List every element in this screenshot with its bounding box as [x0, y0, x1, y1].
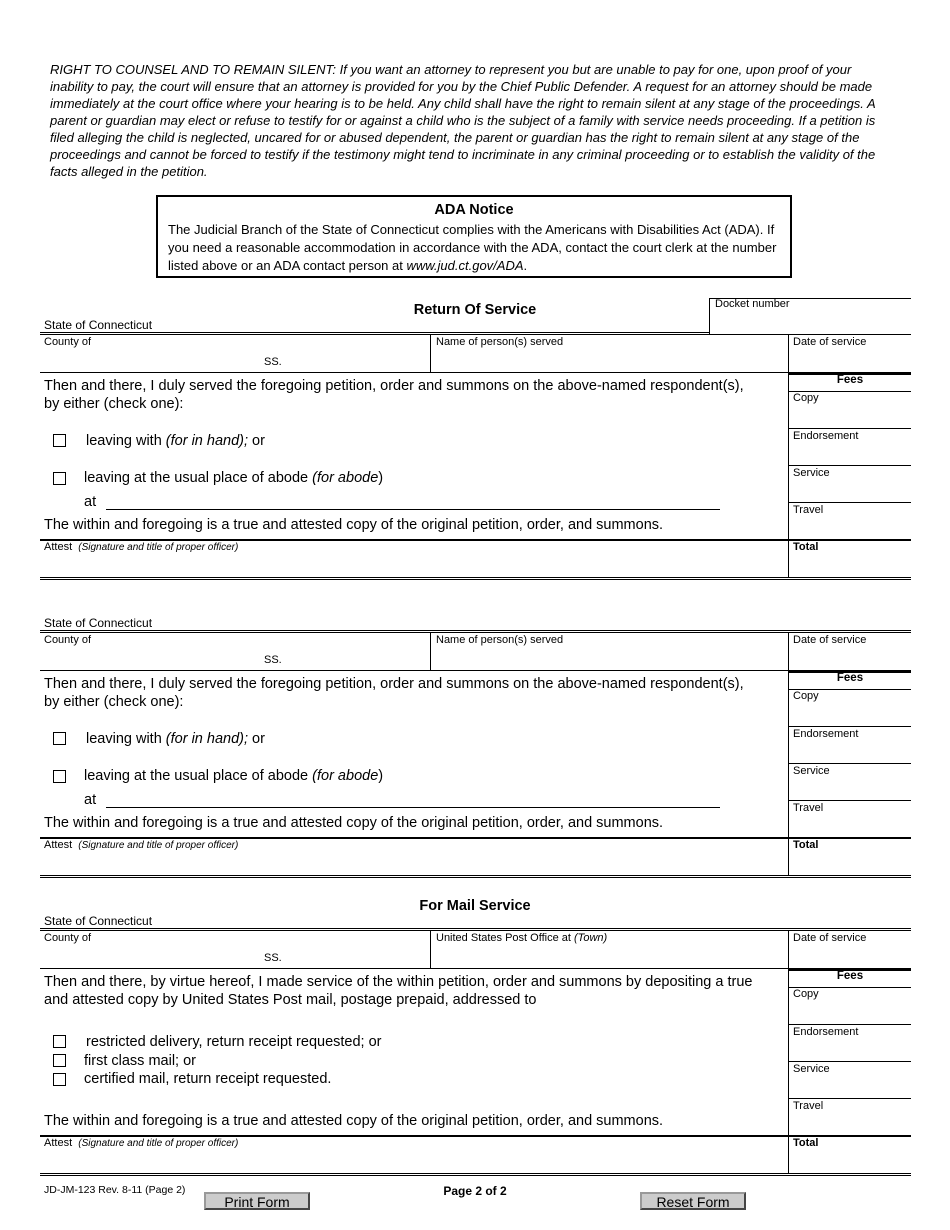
- name-served-label-2: Name of person(s) served: [436, 634, 564, 646]
- name-served-label: Name of person(s) served: [436, 336, 564, 348]
- service-intro-text-2: Then and there, I duly served the foregoing petition, order and summons on the above-named respondent(s), by either (check one):: [44, 676, 744, 710]
- abode-checkbox-2[interactable]: [53, 770, 66, 783]
- date-of-service-label-3: Date of service: [793, 932, 867, 944]
- ada-notice-url: www.jud.ct.gov/ADA: [406, 258, 524, 273]
- ada-notice-title: ADA Notice: [434, 202, 514, 218]
- right-to-counsel-heading: RIGHT TO COUNSEL AND TO REMAIN SILENT:: [50, 62, 337, 77]
- abode-option-2: leaving at the usual place of abode (for abode): [84, 768, 384, 784]
- attested-copy-text: The within and foregoing is a true and attested copy of the original petition, order, and summons.: [44, 517, 664, 533]
- total-field-3[interactable]: [792, 1152, 908, 1172]
- restricted-delivery-option: restricted delivery, return receipt requested; or: [86, 1034, 382, 1050]
- county-field[interactable]: [44, 350, 254, 370]
- right-to-counsel-text: If you want an attorney to represent you but are unable to pay for one, upon proof of your inability to pay, the court will ensure that an attorney is provided for you by the Chief Public Defender. A request for an attorney should be made immediately at the court office where your hearing is to be held. Any child shall have the right to remain silent at any stage of the proceedings. A parent or guardian may elect or refuse to testify for or against a child who is the subject of a family with service needs proceeding. If a petition is filed alleging the child is neglected, uncared for or abused dependent, the parent or guardian has the right to remain silent at any stage of the proceedings and cannot be forced to testify if the testimony might tend to incriminate in any criminal proceeding or to establish the validity of the facts alleged in the petition.: [50, 62, 876, 179]
- fee-copy-label-3: Copy: [793, 988, 819, 1000]
- abode-checkbox[interactable]: [53, 472, 66, 485]
- first-class-checkbox[interactable]: [53, 1054, 66, 1067]
- fee-endorsement-label: Endorsement: [793, 430, 859, 442]
- fee-travel-label: Travel: [793, 504, 824, 516]
- in-hand-option: leaving with (for in hand); or: [86, 433, 265, 449]
- fee-copy-label-2: Copy: [793, 690, 819, 702]
- state-label-3: State of Connecticut: [44, 914, 153, 928]
- county-field-3[interactable]: [44, 946, 254, 966]
- docket-number-label: Docket number: [715, 298, 790, 310]
- post-office-field[interactable]: [434, 946, 784, 966]
- state-label: State of Connecticut: [44, 318, 153, 332]
- print-form-button[interactable]: Print Form: [204, 1192, 310, 1210]
- name-served-field[interactable]: [434, 350, 784, 370]
- attest-signature-field-2[interactable]: [44, 854, 784, 874]
- total-label-2: Total: [793, 839, 819, 851]
- abode-address-field-2[interactable]: [106, 807, 720, 808]
- in-hand-option-2: leaving with (for in hand); or: [86, 731, 265, 747]
- ada-notice-body: The Judicial Branch of the State of Connecticut complies with the Americans with Disabilities Act (ADA). If you need a reasonable accommodation in accordance with the ADA, contact the court clerk at the number listed above or an ADA contact person at: [168, 222, 777, 273]
- attest-signature-field-3[interactable]: [44, 1152, 784, 1172]
- ss-label: SS.: [264, 356, 282, 368]
- attested-copy-text-2: The within and foregoing is a true and attested copy of the original petition, order, and summons.: [44, 815, 664, 831]
- date-of-service-label-2: Date of service: [793, 634, 867, 646]
- attest-label-2: Attest (Signature and title of proper officer): [44, 839, 239, 851]
- attested-copy-text-3: The within and foregoing is a true and attested copy of the original petition, order, and summons.: [44, 1113, 664, 1129]
- certified-mail-checkbox[interactable]: [53, 1073, 66, 1086]
- restricted-delivery-checkbox[interactable]: [53, 1035, 66, 1048]
- attest-label-3: Attest (Signature and title of proper officer): [44, 1137, 239, 1149]
- certified-mail-option: certified mail, return receipt requested.: [84, 1071, 332, 1087]
- fee-endorsement-label-3: Endorsement: [793, 1026, 859, 1038]
- return-of-service-title: Return Of Service: [413, 302, 537, 318]
- first-class-option: first class mail; or: [84, 1053, 196, 1069]
- name-served-field-2[interactable]: [434, 648, 784, 668]
- total-label-3: Total: [793, 1137, 819, 1149]
- reset-form-button[interactable]: Reset Form: [640, 1192, 746, 1210]
- total-field[interactable]: [792, 556, 908, 576]
- fees-header-2: Fees: [836, 672, 864, 684]
- mail-intro-text: Then and there, by virtue hereof, I made service of the within petition, order and summons by depositing a true and attested copy by United States Post mail, postage prepaid, addressed to: [44, 974, 753, 1008]
- date-of-service-label: Date of service: [793, 336, 867, 348]
- fee-service-label-3: Service: [793, 1063, 830, 1075]
- at-label-2: at: [84, 792, 97, 808]
- at-label: at: [84, 494, 97, 510]
- service-intro-text: Then and there, I duly served the foregoing petition, order and summons on the above-named respondent(s), by either (check one):: [44, 378, 744, 412]
- abode-address-field[interactable]: [106, 509, 720, 510]
- county-label-3: County of: [44, 932, 92, 944]
- attest-signature-field[interactable]: [44, 556, 784, 576]
- docket-number-field[interactable]: [712, 312, 908, 332]
- post-office-label: United States Post Office at (Town): [436, 932, 608, 944]
- fee-travel-label-2: Travel: [793, 802, 824, 814]
- fee-copy-label: Copy: [793, 392, 819, 404]
- date-of-service-field-2[interactable]: [792, 648, 908, 668]
- right-to-counsel-notice: [50, 61, 892, 180]
- in-hand-checkbox-2[interactable]: [53, 732, 66, 745]
- total-label: Total: [793, 541, 819, 553]
- date-of-service-field-3[interactable]: [792, 946, 908, 966]
- attest-label: Attest (Signature and title of proper officer): [44, 541, 239, 553]
- total-field-2[interactable]: [792, 854, 908, 874]
- ada-notice-period: .: [523, 258, 528, 273]
- fee-service-label-2: Service: [793, 765, 830, 777]
- ss-label-2: SS.: [264, 654, 282, 666]
- date-of-service-field[interactable]: [792, 350, 908, 370]
- mail-service-title: For Mail Service: [419, 898, 531, 914]
- county-label: County of: [44, 336, 92, 348]
- ada-notice-text: [168, 221, 780, 275]
- in-hand-checkbox[interactable]: [53, 434, 66, 447]
- fee-endorsement-label-2: Endorsement: [793, 728, 859, 740]
- ss-label-3: SS.: [264, 952, 282, 964]
- form-id: JD-JM-123 Rev. 8-11 (Page 2): [44, 1184, 186, 1196]
- abode-option: leaving at the usual place of abode (for abode): [84, 470, 384, 486]
- fee-travel-label-3: Travel: [793, 1100, 824, 1112]
- page-number: Page 2 of 2: [443, 1184, 507, 1198]
- county-label-2: County of: [44, 634, 92, 646]
- fees-header: Fees: [836, 374, 864, 386]
- fee-service-label: Service: [793, 467, 830, 479]
- county-field-2[interactable]: [44, 648, 254, 668]
- state-label-2: State of Connecticut: [44, 616, 153, 630]
- fees-header-3: Fees: [836, 970, 864, 982]
- ada-notice-box: [156, 195, 792, 278]
